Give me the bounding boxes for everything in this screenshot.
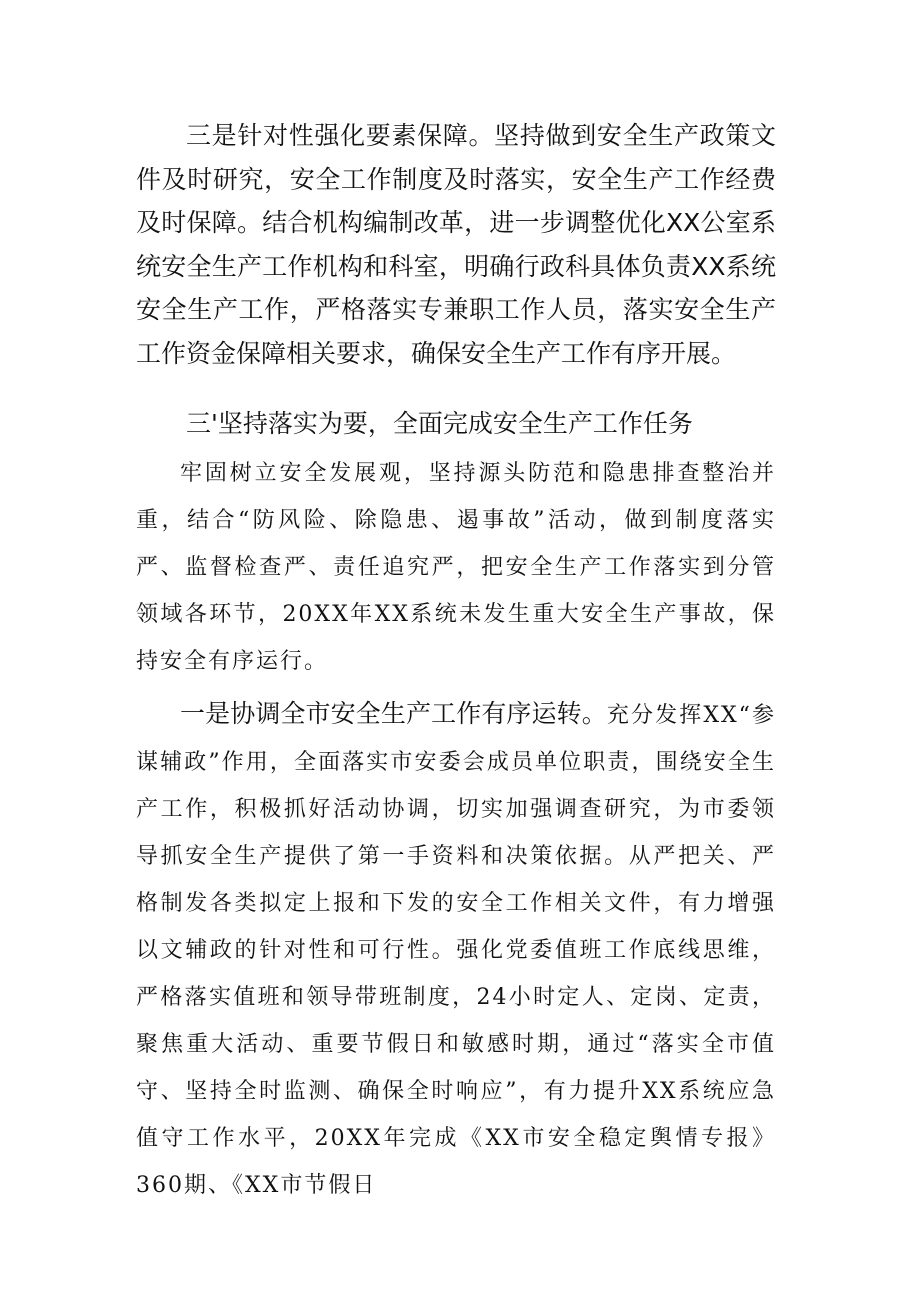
paragraph-lead-sentence: 一是协调全市安全生产工作有序运转。 [180, 699, 607, 728]
paragraph-element-guarantee: 三是针对性强化要素保障。坚持做到安全生产政策文件及时研究，安全工作制度及时落实，安全生产工作经费及时保障。结合机构编制改革，进一步调整优化XX公室系统安全生产工作机构和科室，明确行政科具体负责XX系统安全生产工作，严格落实专兼职工作人员，落实安全生产工作资金保障相关要求，确保安全生产工作有序开展。 [136, 121, 776, 368]
paragraph-body-text: 充分发挥XX“参谋辅政”作用，全面落实市安委会成员单位职责，围绕安全生产工作，积极抓好活动协调，切实加强调查研究，为市委领导抓安全生产提供了第一手资料和决策依据。从严把关、严格制发各类拟定上报和下发的安全工作相关文件，有力增强以文辅政的针对性和可行性。强化党委值班工作底线思维，严格落实值班和领导带班制度，24小时定人、定岗、定责，聚焦重大活动、重要节假日和敏感时期，通过“落实全市值守、坚持全时监测、确保全时响应”，有力提升XX系统应急值守工作水平，20XX年完成《XX市安全稳定舆情专报》360期、《XX市节假日 [136, 703, 776, 1198]
paragraph-coordination [136, 690, 776, 1209]
section-heading: 三'坚持落实为要，全面完成安全生产工作任务 [186, 409, 693, 438]
paragraph-safety-development: 牢固树立安全发展观，坚持源头防范和隐患排查整治并重，结合“防风险、除隐患、遏事故”活动，做到制度落实严、监督检查严、责任追究严，把安全生产工作落实到分管领域各环节，20XX年XX系统未发生重大安全生产事故，保持安全有序运行。 [136, 461, 776, 674]
